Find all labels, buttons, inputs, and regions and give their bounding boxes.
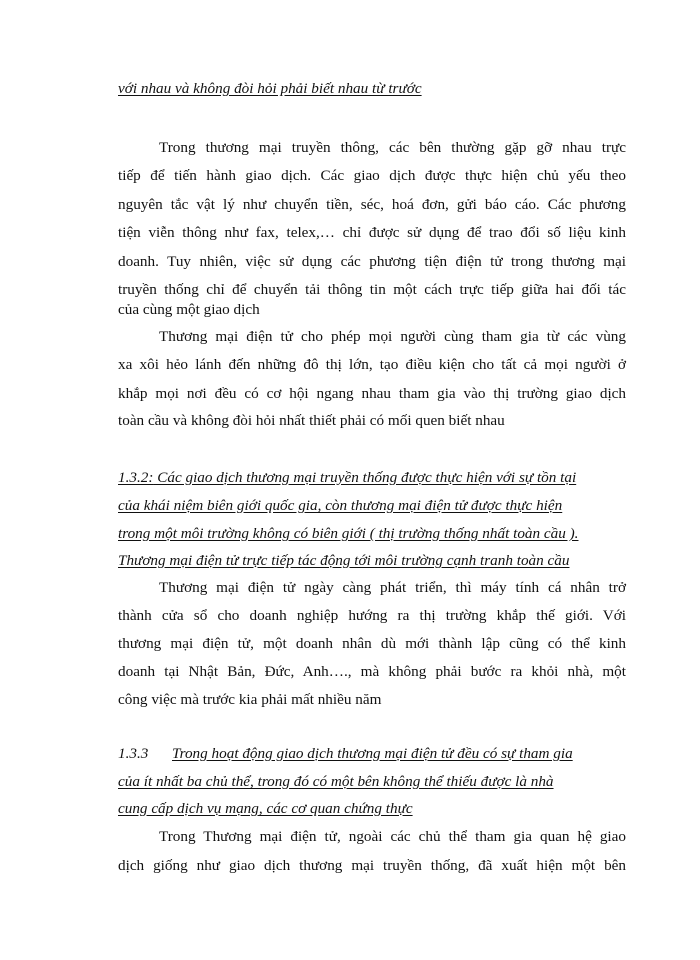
paragraph-line: Thương mại điện tử ngày càng phát triển, thì máy tính cá nhân trở <box>159 579 626 596</box>
section-heading-1-3-2 <box>118 468 626 488</box>
paragraph-line: toàn cầu và không đòi hỏi nhất thiết phải có mối quen biết nhau <box>118 412 505 429</box>
heading-line: cung cấp dịch vụ mạng, các cơ quan chứng thực <box>118 800 413 817</box>
paragraph-line: dịch giống như giao dịch thương mại truyền thống, đã xuất hiện một bên <box>118 857 626 874</box>
heading-line: của ít nhất ba chủ thể, trong đó có một bên không thể thiếu được là nhà <box>118 773 554 790</box>
paragraph-line: Trong Thương mại điện tử, ngoài các chủ thể tham gia quan hệ giao <box>159 828 626 845</box>
section-heading-1-3-3 <box>118 744 626 764</box>
paragraph-line: công việc mà trước kia phải mất nhiều năm <box>118 691 382 708</box>
heading-line: Thương mại điện tử trực tiếp tác động tới môi trường cạnh tranh toàn cầu <box>118 552 570 569</box>
heading-text: Trong hoạt động giao dịch thương mại điện tử đều có sự tham gia <box>172 745 573 762</box>
section-number: 1.3.2: <box>118 469 154 486</box>
heading-line: trong một môi trường không có biên giới ( thị trường thống nhất toàn cầu ). <box>118 525 579 542</box>
paragraph-line: Thương mại điện tử cho phép mọi người cùng tham gia từ các vùng <box>159 328 626 345</box>
section-number: 1.3.3 <box>118 745 149 762</box>
heading-text: Các giao dịch thương mại truyền thống được thực hiện với sự tồn tại <box>153 469 577 486</box>
paragraph-line: thương mại điện tử, một doanh nhân dù mới thành lập cũng có thể kinh <box>118 635 626 652</box>
paragraph-line: nguyên tắc vật lý như chuyển tiền, séc, hoá đơn, gửi báo cáo. Các phương <box>118 196 626 213</box>
paragraph-line: của cùng một giao dịch <box>118 301 260 318</box>
paragraph-line: tiếp để tiến hành giao dịch. Các giao dịch được thực hiện chủ yếu theo <box>118 167 626 184</box>
paragraph-line: truyền thống chỉ để chuyển tải thông tin một cách trực tiếp giữa hai đối tác <box>118 281 626 298</box>
paragraph-line: khắp mọi nơi đều có cơ hội ngang nhau tham gia vào thị trường giao dịch <box>118 385 626 402</box>
paragraph-line: thành cửa sổ cho doanh nghiệp hướng ra thị trường khắp thế giới. Với <box>118 607 626 624</box>
text-line: với nhau và không đòi hỏi phải biết nhau từ trước <box>118 80 422 97</box>
paragraph-line: doanh tại Nhật Bản, Đức, Anh…., mà không phải bước ra khỏi nhà, một <box>118 663 626 680</box>
paragraph-line: doanh. Tuy nhiên, việc sử dụng các phương tiện điện tử trong thương mại <box>118 253 626 270</box>
heading-line: của khái niệm biên giới quốc gia, còn thương mại điện tử được thực hiện <box>118 497 563 514</box>
paragraph-line: tiện viễn thông như fax, telex,… chỉ được sử dụng để trao đổi số liệu kinh <box>118 224 626 241</box>
paragraph-line: Trong thương mại truyền thông, các bên thường gặp gỡ nhau trực <box>159 139 626 156</box>
paragraph-line: xa xôi hẻo lánh đến những đô thị lớn, tạo điều kiện cho tất cả mọi người ở <box>118 356 626 373</box>
